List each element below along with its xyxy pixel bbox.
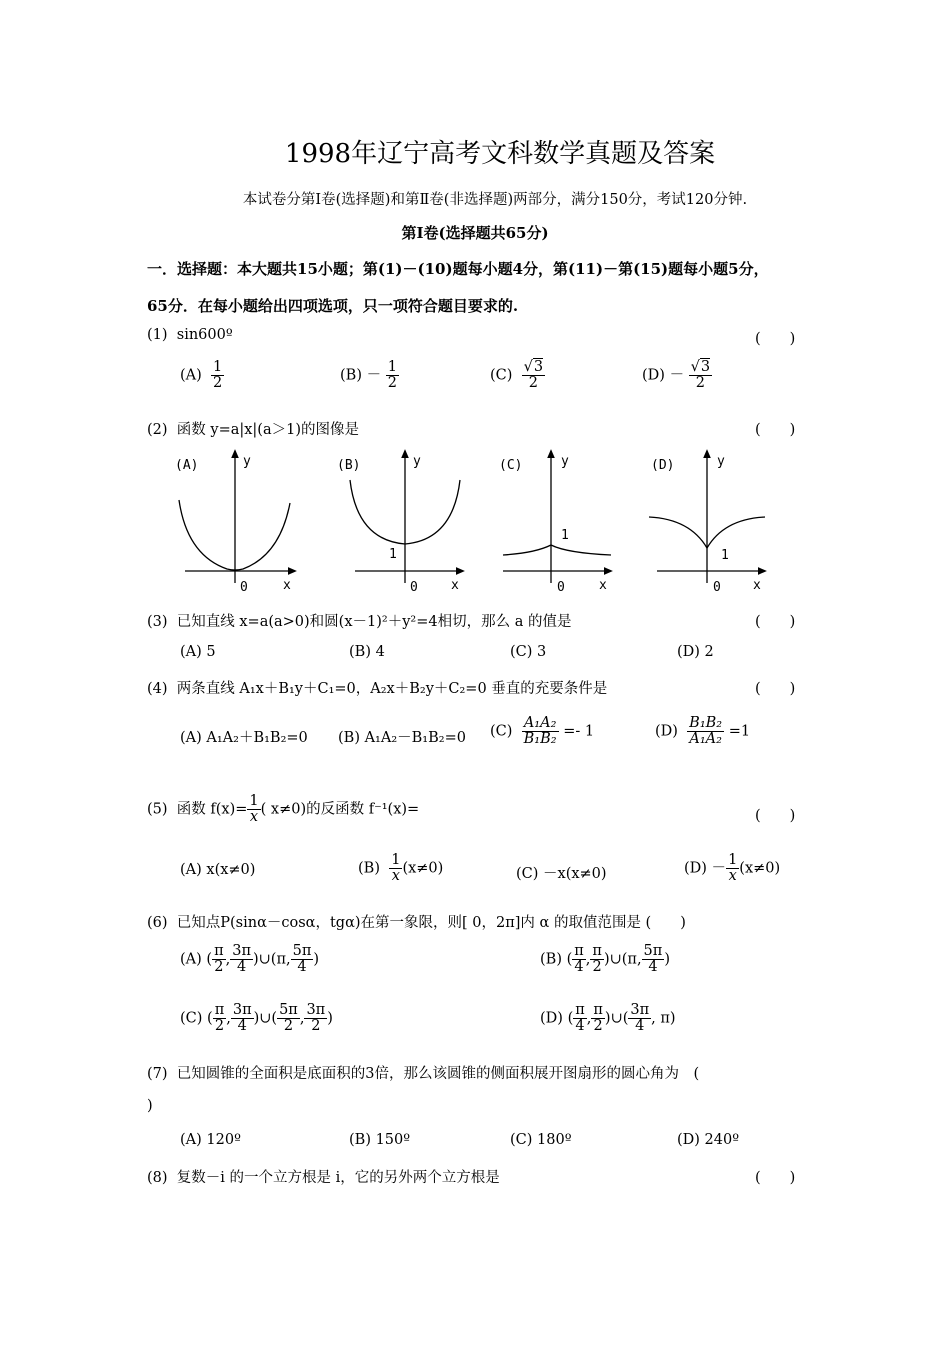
q1-option-c: (C) $\frac{√3}{2}$ bbox=[490, 359, 544, 392]
question-4: (4) 两条直线 A₁x＋B₁y＋C₁=0，A₂x＋B₂y＋C₂=0 垂直的充要条件是 bbox=[147, 681, 608, 697]
q3-option-b: (B) 4 bbox=[349, 644, 385, 660]
q7-option-a: (A) 120º bbox=[180, 1132, 241, 1148]
q5-option-d: (D) － $\frac{1}{x}$ (x≠0) bbox=[684, 852, 781, 885]
q1-option-d: (D) － $\frac{√3}{2}$ bbox=[642, 359, 711, 392]
svg-text:0: 0 bbox=[557, 580, 565, 595]
question-6: (6) 已知点P(sinα－cosα，tgα)在第一象限，则[ 0，2π]内 α 的取值范围是 ( ) bbox=[147, 915, 686, 931]
q2-graphs bbox=[165, 445, 785, 595]
page-title: 1998年辽宁高考文科数学真题及答案 bbox=[284, 139, 716, 169]
q7-option-b: (B) 150º bbox=[349, 1132, 411, 1148]
q6-option-d: (D) ( $\frac{\pi}{4}$ , $\frac{\pi}{2}$ )∪( $\frac{3\pi}{4}$ , π) bbox=[540, 1002, 676, 1035]
q4-option-b: (B) A₁A₂－B₁B₂=0 bbox=[338, 730, 466, 746]
svg-text:y: y bbox=[243, 454, 251, 469]
svg-text:x: x bbox=[283, 578, 291, 593]
q6-option-a: (A) ( $\frac{\pi}{2}$ , $\frac{3\pi}{4}$ )∪(π, $\frac{5\pi}{4}$ ) bbox=[180, 943, 320, 976]
svg-text:1: 1 bbox=[561, 528, 569, 543]
svg-text:x: x bbox=[451, 578, 459, 593]
answer-paren-1: ( ) bbox=[755, 331, 796, 347]
svg-text:x: x bbox=[753, 578, 761, 593]
svg-text:0: 0 bbox=[410, 580, 418, 595]
q3-option-a: (A) 5 bbox=[180, 644, 216, 660]
q1-option-b: (B) － $\frac{1}{2}$ bbox=[340, 359, 397, 392]
q4-option-d: (D) $\frac{\text{B₁B₂}}{\text{A₁A₂}}$ =1 bbox=[655, 715, 751, 748]
question-5: (5) 函数 f(x)= $\frac{1}{x}$ ( x≠0)的反函数 f⁻¹(x)= bbox=[147, 793, 420, 826]
graph-b bbox=[337, 453, 461, 595]
q7-option-c: (C) 180º bbox=[510, 1132, 572, 1148]
answer-paren-2: ( ) bbox=[755, 422, 796, 438]
instructions-line1: 一．选择题：本大题共15小题；第(1)－(10)题每小题4分，第(11)－第(15)题每小题5分， bbox=[147, 260, 769, 278]
answer-paren-3: ( ) bbox=[755, 614, 796, 630]
q6-option-b: (B) ( $\frac{\pi}{4}$ , $\frac{\pi}{2}$ )∪(π, $\frac{5\pi}{4}$ ) bbox=[540, 943, 670, 976]
answer-paren-8: ( ) bbox=[755, 1170, 796, 1186]
question-2: (2) 函数 y=a|x|(a＞1)的图像是 bbox=[147, 422, 359, 438]
q4-option-c: (C) $\frac{\text{A₁A₂}}{\text{B₁B₂}}$ =- 1 bbox=[490, 715, 595, 748]
answer-paren-4: ( ) bbox=[755, 681, 796, 697]
q5-option-b: (B) $\frac{1}{x}$ (x≠0) bbox=[358, 852, 444, 885]
q6-option-c: (C) ( $\frac{\pi}{2}$ , $\frac{3\pi}{4}$ )∪( $\frac{5\pi}{2}$ , $\frac{3\pi}{2}$ ) bbox=[180, 1002, 333, 1035]
svg-text:0: 0 bbox=[713, 580, 721, 595]
svg-text:y: y bbox=[561, 454, 569, 469]
svg-text:y: y bbox=[413, 454, 421, 469]
q3-option-d: (D) 2 bbox=[677, 644, 714, 660]
q5-option-c: (C) －x(x≠0) bbox=[516, 866, 607, 882]
graph-d-label: (D) bbox=[651, 458, 675, 473]
question-1: (1) sin600º bbox=[147, 327, 233, 343]
section-title: 第Ⅰ卷(选择题共65分) bbox=[401, 224, 549, 242]
q5-option-a: (A) x(x≠0) bbox=[180, 862, 256, 878]
q3-option-c: (C) 3 bbox=[510, 644, 547, 660]
graph-b-label: (B) bbox=[337, 458, 361, 473]
graph-d bbox=[649, 453, 765, 595]
q1-option-a: (A) $\frac{1}{2}$ bbox=[180, 359, 223, 392]
svg-text:0: 0 bbox=[240, 580, 248, 595]
question-3: (3) 已知直线 x=a(a>0)和圆(x－1)²＋y²=4相切，那么 a 的值是 bbox=[147, 614, 572, 630]
svg-text:x: x bbox=[599, 578, 607, 593]
q4-option-a: (A) A₁A₂＋B₁B₂=0 bbox=[180, 730, 308, 746]
question-7-continued: ) bbox=[147, 1098, 153, 1114]
graph-c-label: (C) bbox=[499, 458, 523, 473]
graph-a bbox=[175, 453, 293, 595]
question-7: (7) 已知圆锥的全面积是底面积的3倍，那么该圆锥的侧面积展开图扇形的圆心角为 ( bbox=[147, 1066, 700, 1082]
graph-a-label: (A) bbox=[175, 458, 199, 473]
graph-c bbox=[499, 453, 611, 595]
svg-text:y: y bbox=[717, 454, 725, 469]
answer-paren-5: ( ) bbox=[755, 808, 796, 824]
q7-option-d: (D) 240º bbox=[677, 1132, 740, 1148]
svg-text:1: 1 bbox=[389, 547, 397, 562]
instructions-line2: 65分．在每小题给出四项选项，只一项符合题目要求的. bbox=[147, 297, 519, 315]
svg-text:1: 1 bbox=[721, 548, 729, 563]
question-8: (8) 复数－i 的一个立方根是 i，它的另外两个立方根是 bbox=[147, 1170, 500, 1186]
intro-text: 本试卷分第Ⅰ卷(选择题)和第Ⅱ卷(非选择题)两部分，满分150分，考试120分钟. bbox=[242, 192, 748, 208]
